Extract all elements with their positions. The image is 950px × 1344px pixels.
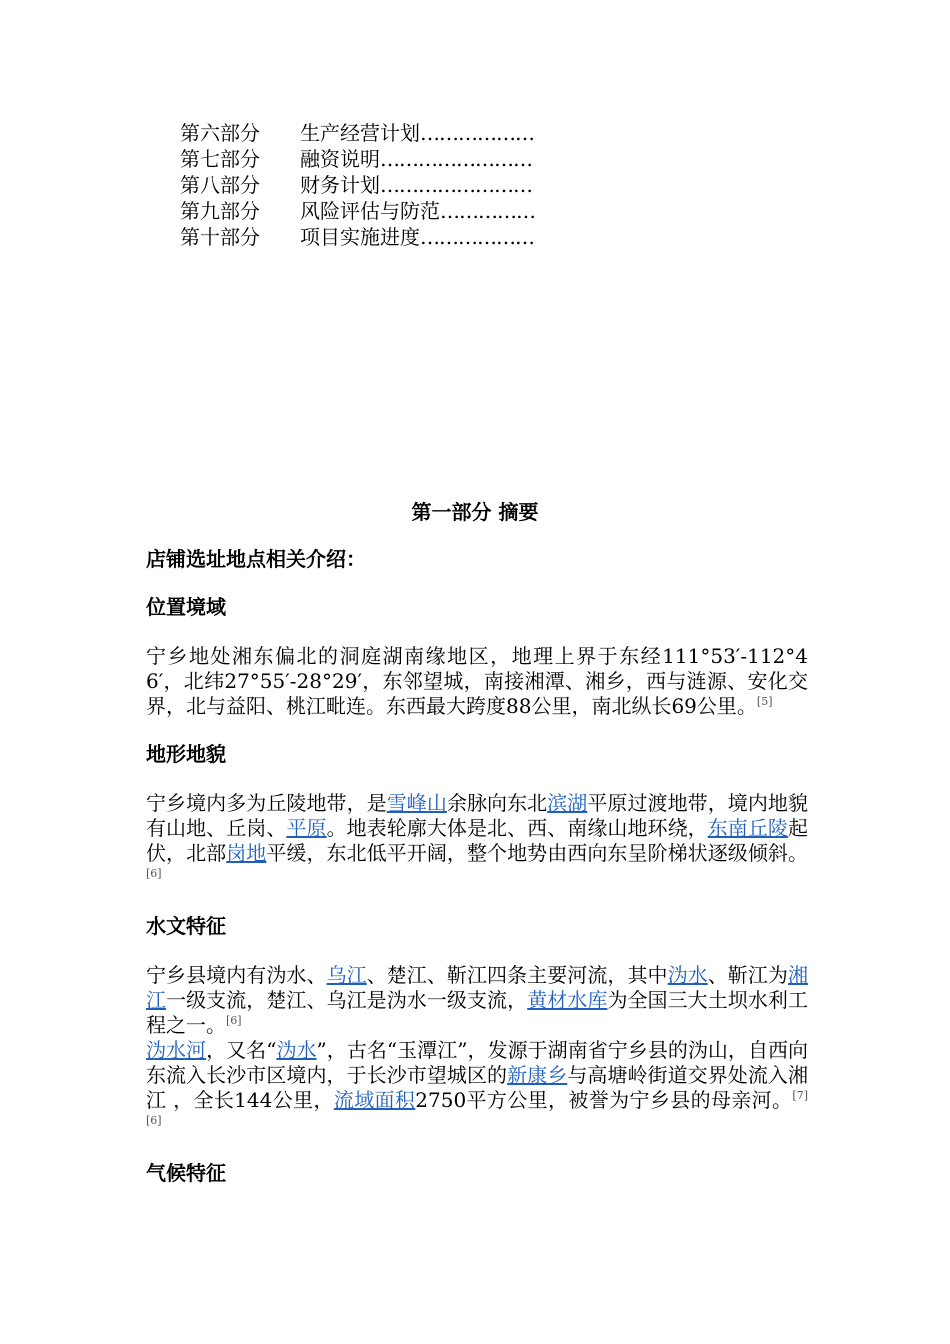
link-plain[interactable]: 平原 [286,816,327,840]
text-run: 宁乡境内多为丘陵地带，是 [146,791,387,815]
text-run: 平缓，东北低平开阔，整个地势由西向东呈阶梯状逐级倾斜。 [266,841,808,865]
text-run: 。地表轮廓大体是北、西、南缘山地环绕， [326,816,708,840]
toc-leader-dots: …………………… [380,147,532,171]
toc-leader-dots: ……………… [420,121,534,145]
text-run: 2750平方公里，被誉为宁乡县的母亲河。 [415,1088,793,1112]
intro-heading: 店铺选址地点相关介绍： [146,547,366,571]
text-run: 起伏，北部 [146,816,808,865]
citation-ref[interactable]: [6] [146,867,162,880]
toc-title: 风险评估与防范 [300,199,440,223]
link-wei-river[interactable]: 沩水 [667,963,708,987]
text-run: 、靳江为 [707,963,788,987]
toc-row[interactable] [180,172,535,198]
link-weishui-river[interactable]: 沩水河 [146,1038,207,1062]
hydrology-paragraph-2 [146,1038,808,1138]
section-heading-climate: 气候特征 [146,1161,226,1185]
toc-title: 财务计划 [300,173,380,197]
hydrology-paragraph-1 [146,963,808,1038]
link-lakeside[interactable]: 滨湖 [547,791,588,815]
toc-part-number: 第六部分 [180,121,260,145]
section-heading-hydrology: 水文特征 [146,914,226,938]
text-run: 宁乡县境内有沩水、 [146,963,327,987]
toc-title: 项目实施进度 [300,225,420,249]
toc-title: 生产经营计划 [300,121,420,145]
text-run: 为全国三大土坝水利工程之一。 [146,988,808,1037]
toc-leader-dots: ……………… [420,225,534,249]
link-huangcai-reservoir[interactable]: 黄材水库 [527,988,608,1012]
text-run: 与高塘岭街道交界处流入湘江 ，全长144公里， [146,1063,808,1112]
text-run: 余脉向东北 [446,791,548,815]
link-ridge-land[interactable]: 岗地 [226,841,267,865]
section-heading-location: 位置境域 [146,595,226,619]
toc-row[interactable] [180,198,535,224]
terrain-paragraph [146,791,808,891]
toc-part-number: 第十部分 [180,225,260,249]
part-title: 第一部分 摘要 [411,500,539,524]
toc-row[interactable] [180,224,535,250]
text-run: ，又名“ [206,1038,277,1062]
link-wu-river[interactable]: 乌江 [326,963,367,987]
location-text: 宁乡地处湘东偏北的洞庭湖南缘地区，地理上界于东经111°53′-112°46′，北纬27°55′-28°29′，东邻望城，南接湘潭、湘乡，西与涟源、安化交界，北与益阳、桃江毗连。东西最大跨度88公里，南北纵长69公里。 [146,644,808,718]
text-run: 、楚江、靳江四条主要河流，其中 [366,963,668,987]
document-body [146,546,808,1186]
toc-row[interactable] [180,120,535,146]
toc-leader-dots: …………………… [380,173,532,197]
toc-leader-dots: …………… [440,199,535,223]
text-run: ”，古名“玉潭江”，发源于湖南省宁乡县的沩山，自西向东流入长沙市区境内，于长沙市望城区的 [146,1038,809,1087]
toc-part-number: 第七部分 [180,147,260,171]
toc-part-number: 第八部分 [180,173,260,197]
link-drainage-area[interactable]: 流域面积 [333,1088,416,1112]
citation-ref[interactable]: [6] [226,1014,242,1027]
location-paragraph [146,644,808,719]
citation-ref[interactable]: [7][6] [146,1089,809,1127]
section-heading-terrain: 地形地貌 [146,742,226,766]
link-xiang-river[interactable]: 湘江 [146,963,808,1012]
link-xuefeng-mountain[interactable]: 雪峰山 [386,791,447,815]
link-wei-river[interactable]: 沩水 [276,1038,317,1062]
text-run: 平原过渡地带，境内地貌有山地、丘岗、 [146,791,808,840]
citation-ref[interactable]: [5] [756,695,773,708]
table-of-contents [180,120,535,250]
link-southeast-hills[interactable]: 东南丘陵 [707,816,788,840]
toc-part-number: 第九部分 [180,199,260,223]
toc-title: 融资说明 [300,147,380,171]
toc-row[interactable] [180,146,535,172]
text-run: 一级支流，楚江、乌江是沩水一级支流， [166,988,528,1012]
link-xinkang-township[interactable]: 新康乡 [507,1063,568,1087]
